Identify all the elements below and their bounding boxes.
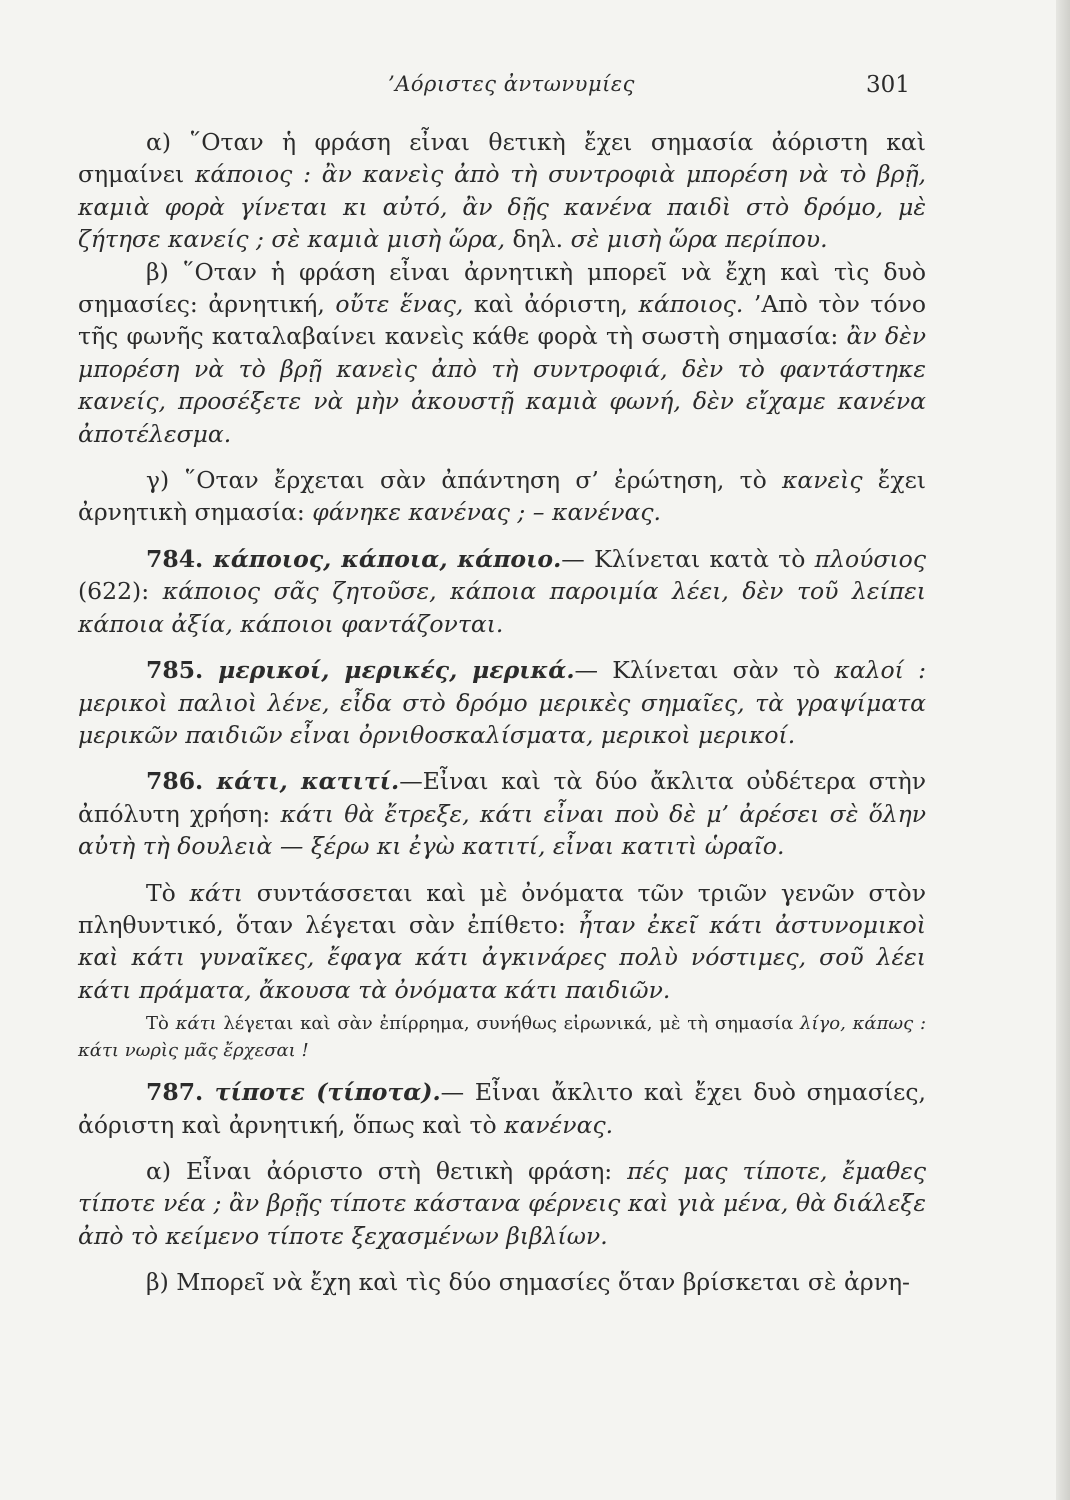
text-run: α) ῞Οταν ἡ φράση εἶναι θετικὴ ἔχει σημασία ἀόριστη καὶ σημαίνει xyxy=(78,128,926,189)
example-text: κάπως : κάτι νωρὶς μᾶς ἔρχεσαι ! xyxy=(78,1013,927,1062)
text-run: συντάσσεται καὶ μὲ ὀνόματα τῶν τριῶν γενῶν στὸν πληθυντικό, ὅταν λέγεται σὰν ἐπίθετο: xyxy=(78,878,926,939)
text-run: Τὸ xyxy=(146,1013,176,1035)
example-text: κάποιος : ἂν κανεὶς ἀπὸ τὴ συντροφιὰ μπορέση νὰ τὸ βρῇ, καμιὰ φορὰ γίνεται κι αὐτό, ἂν δῇς κανένα παιδὶ στὸ δρόμο, μὲ ζήτησε κανείς ; σὲ καμιὰ μισὴ ὥρα, xyxy=(78,160,927,254)
text-run: —Εἶναι καὶ τὰ δύο ἄκλιτα οὐδέτερα στὴν ἀπόλυτη χρήση: xyxy=(78,767,927,828)
entry-heading: μερικοί, μερικές, μερικά. xyxy=(218,656,575,685)
example-text: κάτι xyxy=(189,878,244,907)
page-number: 301 xyxy=(866,72,910,98)
section-number: 785. xyxy=(146,656,219,685)
example-text: κανένας. xyxy=(504,1110,614,1139)
example-text: πές μας τίποτε, ἔμαθες τίποτε νέα ; ἂν βρῇς τίποτε κάστανα φέρνεις καὶ γιὰ μένα, θὰ διάλεξε ἀπὸ τὸ κείμενο τίποτε ξεχασμένων βιβλίων. xyxy=(78,1156,927,1250)
text-run: β) ῞Οταν ἡ φράση εἶναι ἀρνητικὴ μπορεῖ νὰ ἔχη καὶ τὶς δυὸ σημασίες: ἀρνητική, xyxy=(78,257,926,319)
section-number: 786. xyxy=(146,767,217,796)
example-text: ἦταν ἐκεῖ κάτι ἀστυνομικοὶ καὶ κάτι γυναῖκες, ἔφαγα κάτι ἀγκινάρες πολὺ νόστιμες, σοῦ λέει κάτι πράματα, ἄκουσα τὰ ὀνόματα κάτι παιδιῶν. xyxy=(78,910,926,1004)
entry-heading: κάτι, κατιτί. xyxy=(216,767,400,796)
text-run: — Εἶναι ἄκλιτο καὶ ἔχει δυὸ σημασίες, ἀόριστη καὶ ἀρνητική, ὅπως καὶ τὸ xyxy=(78,1078,926,1139)
example-text: κάτι xyxy=(175,1013,217,1035)
text-run xyxy=(846,1013,853,1034)
paragraph-p8 xyxy=(78,1010,926,1064)
text-run: (622): xyxy=(78,577,163,606)
example-text: κανεὶς xyxy=(781,466,863,495)
paragraph-p5 xyxy=(78,654,926,751)
text-run: δηλ. xyxy=(505,225,571,254)
paragraph-p1 xyxy=(78,126,926,256)
text-run: — Κλίνεται κατὰ τὸ xyxy=(561,544,815,573)
paragraph-p3 xyxy=(78,464,926,529)
text-run: καὶ ἀόριστη, xyxy=(463,290,639,319)
paragraph-p6 xyxy=(78,765,926,862)
paragraph-p10 xyxy=(78,1155,926,1252)
example-text: κάποιος. xyxy=(638,290,744,319)
example-text: φάνηκε κανένας ; – κανένας. xyxy=(312,498,661,527)
paragraph-p2 xyxy=(78,256,926,450)
text-run: β) Μπορεῖ νὰ ἔχη καὶ τὶς δύο σημασίες ὅταν βρίσκεται σὲ ἀρνη- xyxy=(146,1268,911,1297)
paragraph-p11 xyxy=(78,1266,926,1298)
section-number: 784. xyxy=(146,544,214,573)
example-text: πλούσιος xyxy=(814,544,926,573)
text-run: — Κλίνεται σὰν τὸ xyxy=(574,656,835,685)
body-text xyxy=(78,126,926,1299)
text-run: γ) ῞Οταν ἔρχεται σὰν ἀπάντηση σ’ ἐρώτηση, τὸ xyxy=(146,466,782,495)
example-text: καλοί : μερικοὶ παλιοὶ λένε, εἶδα στὸ δρόμο μερικὲς σημαῖες, τὰ γραψίματα μερικῶν παιδιῶν εἶναι ὀρνιθοσκαλίσματα, μερικοὶ μερικοί. xyxy=(78,656,926,749)
page-edge-shadow xyxy=(1056,0,1070,1500)
example-text: σὲ μισὴ ὥρα περίπου. xyxy=(570,225,828,254)
paragraph-p9 xyxy=(78,1076,926,1141)
example-text: κάποιος σᾶς ζητοῦσε, κάποια παροιμία λέει, δὲν τοῦ λείπει κάποια ἀξία, κάποιοι φαντάζονται. xyxy=(78,577,926,638)
text-run: α) Εἶναι ἀόριστο στὴ θετικὴ φράση: xyxy=(146,1156,628,1185)
example-text: λίγο, xyxy=(800,1013,846,1035)
entry-heading: κάποιος, κάποια, κάποιο. xyxy=(213,544,562,573)
paragraph-p4 xyxy=(78,543,926,640)
entry-heading: τίποτε (τίποτα). xyxy=(214,1078,441,1107)
example-text: οὔτε ἕνας, xyxy=(335,290,464,319)
paragraph-p7 xyxy=(78,877,926,1007)
running-title: ’Αόριστες ἀντωνυμίες xyxy=(388,72,635,96)
text-run: ἔχει ἀρνητικὴ σημασία: xyxy=(78,466,927,527)
text-run: Τὸ xyxy=(146,878,190,907)
text-run: λέγεται καὶ σὰν ἐπίρρημα, συνήθως εἰρωνικά, μὲ τὴ σημασία xyxy=(216,1013,801,1035)
example-text: κάτι θὰ ἔτρεξε, κάτι εἶναι ποὺ δὲ μ’ ἀρέσει σὲ ὅλην αὐτὴ τὴ δουλειὰ — ξέρω κι ἐγὼ κατιτί, εἶναι κατιτὶ ὡραῖο. xyxy=(78,799,926,861)
example-text: ἂν δὲν μπορέση νὰ τὸ βρῇ κανεὶς ἀπὸ τὴ συντροφιά, δὲν τὸ φαντάστηκε κανείς, προσέξετε νὰ μὴν ἀκουστῇ καμιὰ φωνή, δὲν εἴχαμε κανένα ἀποτέλεσμα. xyxy=(78,322,927,448)
text-run: ’Απὸ τὸν τόνο τῆς φωνῆς καταλαβαίνει κανεὶς κάθε φορὰ τὴ σωστὴ σημασία: xyxy=(78,290,927,351)
section-number: 787. xyxy=(146,1078,215,1107)
